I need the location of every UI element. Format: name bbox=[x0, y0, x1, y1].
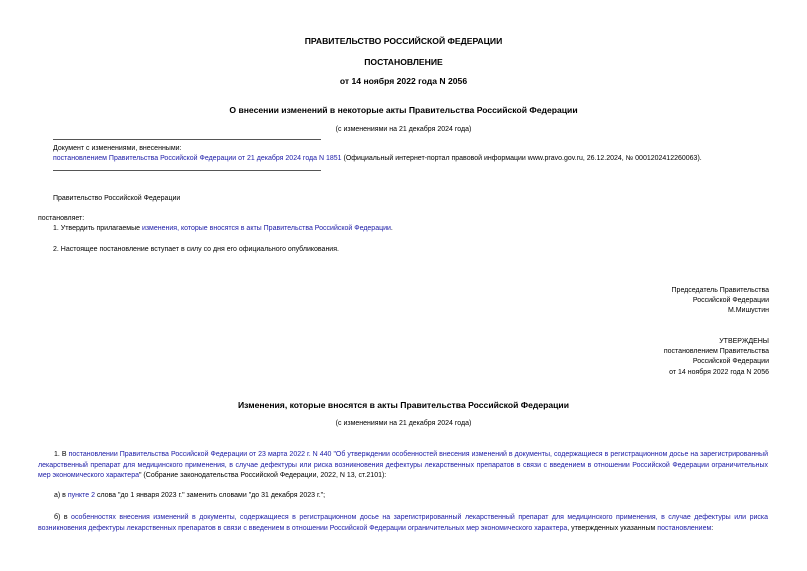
decree-440-link[interactable]: постановлении Правительства Российской Федерации от 23 марта 2022 г. N 440 "Об утверждении особенностей внесения изменений в документы, содержащиеся в регистрационном досье на зарегистрированный лекарственный препарат для медицинского применения, в случае дефектуры или риска возникновения дефектуры лекарственных препаратов в связи с введением в отношении Российской Федерации ограничительных мер экономического характера bbox=[38, 451, 768, 480]
decree-link[interactable]: постановлением bbox=[657, 524, 712, 532]
changes-paragraph-1 bbox=[38, 450, 768, 482]
decrees-word: постановляет: bbox=[38, 215, 85, 222]
signature-line-1: Председатель Правительства bbox=[671, 287, 769, 294]
document-date-number: от 14 ноября 2022 года N 2056 bbox=[339, 76, 468, 86]
p1-prefix: 1. В bbox=[54, 451, 69, 458]
amendments-entry bbox=[53, 155, 702, 164]
changes-title: Изменения, которые вносятся в акты Правительства Российской Федерации bbox=[237, 400, 569, 410]
pa-prefix: а) в bbox=[54, 492, 68, 499]
approval-line-4: от 14 ноября 2022 года N 2056 bbox=[669, 369, 769, 376]
features-link[interactable]: особенностях внесения изменений в документы, содержащиеся в регистрационном досье на зарегистрированный лекарственный препарат для медицинского применения, в случае дефектуры или риска возникновения дефектуры лекарственных препаратов в связи с введением в отношении Российской Федерации ограничительных мер экономического характера bbox=[38, 514, 768, 532]
pb-middle: , утвержденных указанным bbox=[567, 524, 658, 532]
signature-line-2: Российской Федерации bbox=[692, 297, 769, 304]
amendment-source: (Официальный интернет-портал правовой информации www.pravo.gov.ru, 26.12.2024, № 0001202412260063). bbox=[341, 155, 702, 162]
p1-suffix: " (Собрание законодательства Российской Федерации, 2022, N 13, ст.2101): bbox=[139, 472, 387, 480]
approval-line-1: УТВЕРЖДЕНЫ bbox=[719, 338, 769, 345]
item-1-suffix: . bbox=[390, 225, 393, 232]
pb-prefix: б) в bbox=[54, 514, 72, 521]
document-type: ПОСТАНОВЛЕНИЕ bbox=[364, 57, 443, 67]
changes-subitem-b bbox=[38, 513, 768, 534]
signature-name: М.Мишустин bbox=[727, 307, 769, 314]
revision-note: (с изменениями на 21 декабря 2024 года) bbox=[335, 126, 472, 133]
item-1 bbox=[53, 225, 393, 234]
document-title: О внесении изменений в некоторые акты Правительства Российской Федерации bbox=[229, 105, 578, 115]
issuer: Правительство Российской Федерации bbox=[53, 195, 181, 202]
item-1-prefix: 1. Утвердить прилагаемые bbox=[53, 225, 142, 232]
amendment-decree-link[interactable]: постановлением Правительства Российской Федерации от 21 декабря 2024 года N 1851 bbox=[53, 155, 342, 162]
pa-suffix: слова "до 1 января 2023 г." заменить словами "до 31 декабря 2023 г."; bbox=[95, 492, 326, 499]
approval-line-3: Российской Федерации bbox=[692, 358, 769, 365]
amendments-label: Документ с изменениями, внесенными: bbox=[53, 145, 182, 152]
approval-line-2: постановлением Правительства bbox=[663, 348, 769, 355]
item-2: 2. Настоящее постановление вступает в силу со дня его официального опубликования. bbox=[53, 246, 339, 253]
pb-suffix: : bbox=[711, 524, 714, 532]
amendments-bottom-rule bbox=[53, 170, 321, 171]
approved-changes-link[interactable]: изменения, которые вносятся в акты Правительства Российской Федерации bbox=[141, 225, 391, 232]
amendments-top-rule bbox=[53, 139, 321, 140]
changes-subitem-a bbox=[54, 492, 325, 501]
government-name: ПРАВИТЕЛЬСТВО РОССИЙСКОЙ ФЕДЕРАЦИИ bbox=[304, 36, 503, 46]
clause-2-link[interactable]: пункте 2 bbox=[67, 492, 95, 499]
changes-revision-note: (с изменениями на 21 декабря 2024 года) bbox=[335, 420, 472, 427]
